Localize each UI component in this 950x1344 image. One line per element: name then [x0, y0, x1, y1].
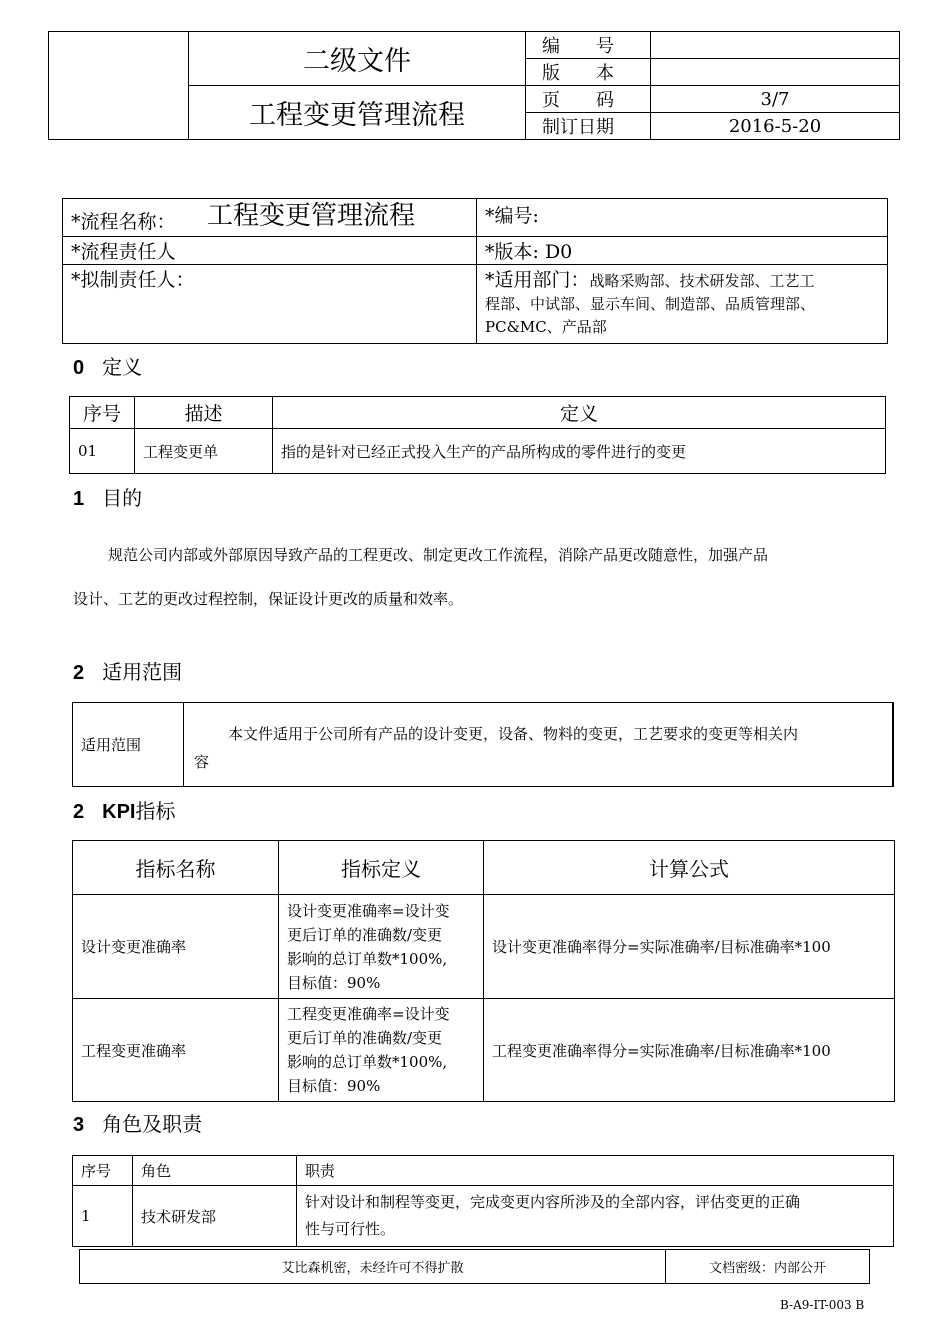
row-desc: 工程变更单 [135, 429, 273, 474]
process-info-table [62, 198, 888, 344]
col-header-role: 角色 [133, 1156, 297, 1186]
table-row [70, 429, 886, 474]
section-number: 2 [73, 662, 85, 684]
process-owner-label: *流程责任人 [63, 237, 477, 265]
document-title: 工程变更管理流程 [189, 86, 526, 140]
role-duty-line: 性与可行性。 [305, 1220, 396, 1238]
section-definition-heading [73, 351, 142, 380]
version-value [651, 59, 900, 86]
section-kpi-heading [73, 795, 175, 824]
document-header [48, 31, 900, 140]
section-title-prefix: KPI [102, 801, 136, 823]
section-purpose-heading [73, 482, 142, 511]
section-title: 目的 [102, 486, 143, 510]
departments-line1: 战略采购部、技术研发部、工艺工 [589, 272, 815, 290]
col-header-seq: 序号 [73, 1156, 133, 1186]
table-row [73, 895, 895, 999]
logo-cell [49, 32, 189, 140]
scope-label: 适用范围 [73, 703, 184, 787]
kpi-def-line: 更后订单的准确数/变更 [287, 925, 443, 944]
date-label: 制订日期 [526, 113, 651, 140]
section-title: 适用范围 [102, 660, 183, 684]
section-title: 定义 [102, 355, 143, 379]
role-seq: 1 [73, 1186, 133, 1247]
departments-cell [477, 265, 888, 344]
kpi-name: 设计变更准确率 [73, 895, 279, 999]
kpi-def-line: 目标值：90% [287, 973, 381, 992]
page-value: 3/7 [651, 86, 900, 113]
security-level: 文档密级：内部公开 [666, 1250, 870, 1284]
process-version-label: *版本: D0 [477, 237, 888, 265]
table-row [73, 999, 895, 1102]
col-header-kpi-formula: 计算公式 [484, 841, 895, 895]
process-code-label: *编号: [477, 199, 888, 237]
kpi-table [72, 840, 895, 1102]
document-level: 二级文件 [189, 32, 526, 86]
role-duty [297, 1186, 894, 1247]
section-number: 3 [73, 1114, 85, 1136]
number-label: 编 号 [526, 32, 651, 59]
document-code: B-A9-IT-003 B [780, 1298, 865, 1312]
kpi-definition [279, 999, 484, 1102]
col-header-kpi-name: 指标名称 [73, 841, 279, 895]
scope-table [72, 702, 894, 787]
section-number: 1 [73, 488, 85, 510]
page-footer [79, 1249, 870, 1284]
row-def: 指的是针对已经正式投入生产的产品所构成的零件进行的变更 [273, 429, 886, 474]
role-name: 技术研发部 [133, 1186, 297, 1247]
departments-line3: PC&MC、产品部 [485, 318, 607, 336]
scope-line2: 容 [194, 752, 210, 771]
col-header-desc: 描述 [135, 397, 273, 429]
number-value [651, 32, 900, 59]
col-header-kpi-def: 指标定义 [279, 841, 484, 895]
kpi-def-line: 影响的总订单数*100%, [287, 949, 448, 968]
version-label: 版 本 [526, 59, 651, 86]
departments-line2: 程部、中试部、显示车间、制造部、品质管理部、 [485, 295, 816, 313]
col-header-seq: 序号 [70, 397, 135, 429]
kpi-formula: 设计变更准确率得分=实际准确率/目标准确率*100 [484, 895, 895, 999]
confidential-notice: 艾比森机密，未经许可不得扩散 [80, 1250, 666, 1284]
table-row [73, 1186, 894, 1247]
col-header-def: 定义 [273, 397, 886, 429]
kpi-formula: 工程变更准确率得分=实际准确率/目标准确率*100 [484, 999, 895, 1102]
purpose-line1: 规范公司内部或外部原因导致产品的工程更改、制定更改工作流程，消除产品更改随意性，加强产品 [108, 546, 769, 564]
section-number: 0 [73, 357, 85, 379]
kpi-def-line: 工程变更准确率=设计变 [287, 1005, 450, 1023]
date-value: 2016-5-20 [651, 113, 900, 140]
process-name-cell [63, 199, 477, 237]
scope-text-cell [184, 703, 894, 787]
drafter-label: *拟制责任人： [63, 265, 477, 344]
section-roles-heading [73, 1108, 202, 1137]
scope-line1: 本文件适用于公司所有产品的设计变更，设备、物料的变更，工艺要求的变更等相关内 [228, 724, 799, 743]
purpose-line2: 设计、工艺的更改过程控制，保证设计更改的质量和效率。 [73, 590, 464, 608]
kpi-def-line: 影响的总订单数*100%, [287, 1053, 448, 1071]
process-name-value: 工程变更管理流程 [207, 201, 416, 231]
section-number: 2 [73, 801, 85, 823]
col-header-duty: 职责 [297, 1156, 894, 1186]
section-title: 角色及职责 [102, 1112, 203, 1136]
section-scope-heading [73, 656, 182, 685]
kpi-def-line: 设计变更准确率=设计变 [287, 901, 450, 920]
kpi-name: 工程变更准确率 [73, 999, 279, 1102]
roles-table [72, 1155, 894, 1247]
section-title: 指标 [135, 799, 176, 823]
process-name-label: *流程名称： [71, 211, 176, 233]
row-seq: 01 [70, 429, 135, 474]
kpi-def-line: 更后订单的准确数/变更 [287, 1029, 443, 1047]
definition-table [69, 396, 886, 474]
kpi-definition [279, 895, 484, 999]
kpi-def-line: 目标值：90% [287, 1077, 381, 1095]
departments-label: *适用部门： [485, 269, 590, 291]
page-label: 页 码 [526, 86, 651, 113]
role-duty-line: 针对设计和制程等变更，完成变更内容所涉及的全部内容，评估变更的正确 [305, 1193, 801, 1211]
